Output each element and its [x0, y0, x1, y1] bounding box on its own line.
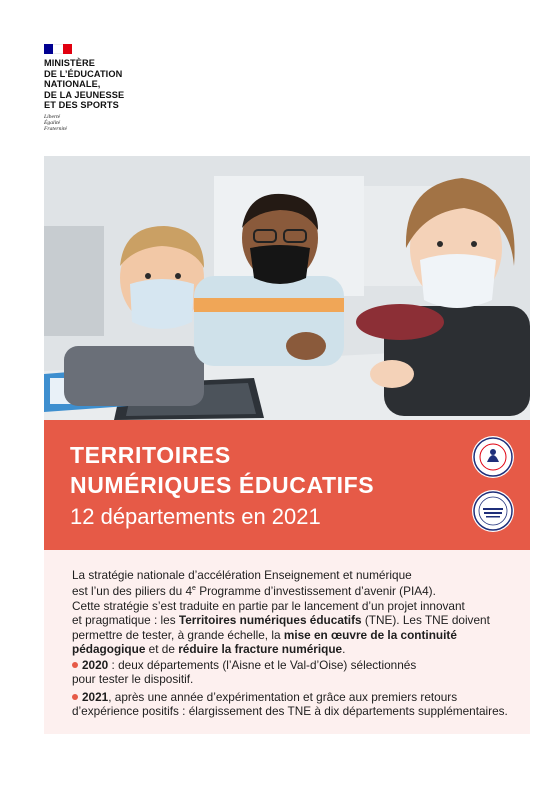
republic-motto	[44, 114, 164, 133]
title-line-2: NUMÉRIQUES ÉDUCATIFS	[70, 472, 375, 498]
ministry-name-line: NATIONALE,	[44, 79, 101, 90]
motto-line: Fraternité	[44, 126, 67, 133]
text-span: et pragmatique : les	[72, 613, 179, 628]
ministry-name-line: MINISTÈRE	[44, 58, 95, 68]
bold-text: 2021	[82, 690, 109, 704]
paragraph-line	[72, 613, 522, 627]
paragraph-line	[72, 582, 522, 598]
bullet-line	[72, 690, 528, 704]
bullet-2021	[72, 690, 528, 719]
investir-lavenir-logo-icon	[472, 436, 514, 478]
intro-paragraph	[72, 568, 522, 656]
intro-text-block	[44, 550, 530, 734]
classroom-photo	[44, 156, 530, 420]
bullet-line	[72, 658, 528, 672]
text-span: et de	[145, 641, 179, 656]
bold-text: 2020	[82, 658, 109, 672]
ministry-logo	[44, 44, 164, 133]
paragraph-line: Cette stratégie s’est traduite en partie par le lancement d’un projet innovant	[72, 598, 465, 613]
bullet-line: d’expérience positifs : élargissement des TNE à dix départements supplémentaires.	[72, 704, 508, 719]
paragraph-line	[72, 628, 522, 642]
text-span: (TNE). Les TNE doivent	[361, 613, 490, 628]
bold-text: pédagogique	[72, 641, 146, 656]
motto-line: Liberté	[44, 113, 61, 120]
bullet-dot-icon	[72, 662, 78, 668]
text-span: .	[342, 641, 346, 656]
bold-text: Territoires numériques éducatifs	[178, 613, 362, 628]
ministry-name-line: DE LA JEUNESSE	[44, 89, 125, 100]
motto-line: Égalité	[44, 120, 61, 127]
paragraph-line	[72, 642, 522, 656]
bold-text: réduire la fracture numérique	[178, 641, 343, 656]
title-band	[44, 420, 530, 550]
text-span: : deux départements (l’Aisne et le Val-d’Oise) sélectionnés	[108, 658, 417, 672]
subtitle: 12 départements en 2021	[70, 504, 321, 529]
text-span: Programme d’investissement d’avenir (PIA4).	[195, 584, 436, 599]
bold-text: mise en œuvre de la continuité	[283, 627, 457, 642]
bullet-dot-icon	[72, 694, 78, 700]
classroom-photo-illustration	[44, 156, 530, 420]
title-line-1: TERRITOIRES	[70, 442, 231, 468]
french-flag-icon	[44, 44, 72, 54]
superscript: e	[192, 585, 196, 593]
bullet-line: pour tester le dispositif.	[72, 672, 194, 687]
ministry-name-line: ET DES SPORTS	[44, 100, 119, 111]
text-span: , après une année d’expérimentation et grâce aux premiers retours	[108, 690, 458, 704]
paragraph-line: La stratégie nationale d’accélération Enseignement et numérique	[72, 568, 412, 582]
bullet-2020	[72, 658, 528, 687]
text-span: est l’un des piliers du 4	[72, 584, 193, 599]
text-span: permettre de tester, à grande échelle, la	[72, 627, 284, 642]
reduire-fracture-logo-icon	[472, 490, 514, 532]
ministry-name-line: DE L’ÉDUCATION	[44, 68, 123, 79]
